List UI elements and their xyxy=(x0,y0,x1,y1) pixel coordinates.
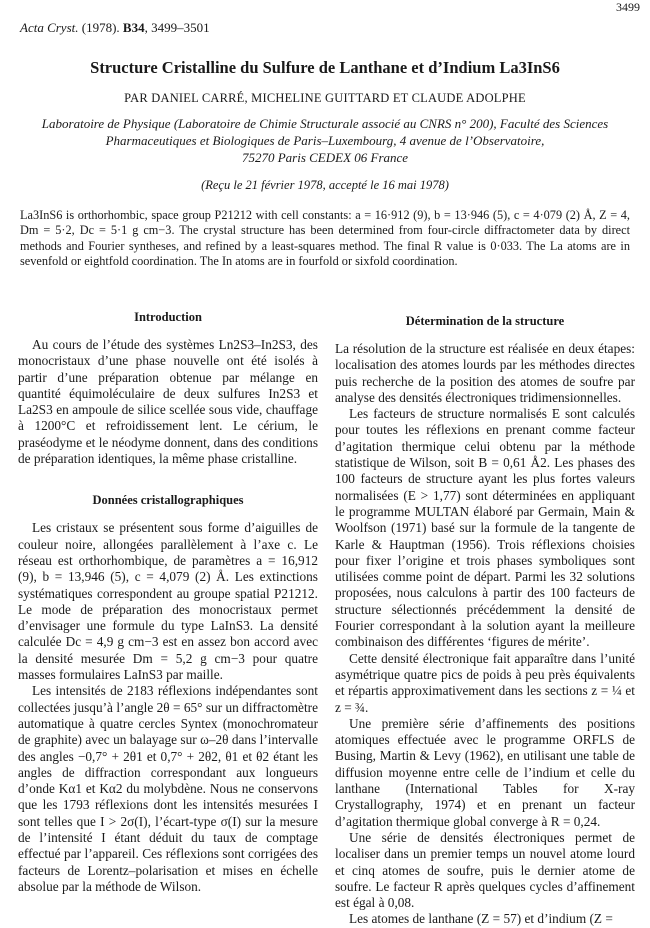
paragraph: Une série de densités électroniques permet de localiser dans un premier temps un nouvel atome lourd et cinq atomes de soufre, puis le dernier atome de soufre. Le facteur R après quelques cycles d’affinement est égal à 0,08. xyxy=(335,829,635,911)
journal-citation xyxy=(20,20,210,36)
abstract: La3InS6 is orthorhombic, space group P21212 with cell constants: a = 16·912 (9), b = 13·946 (5), c = 4·079 (2) Å, Z = 4, Dm = 5·2, Dc = 5·1 g cm−3. The crystal structure has been determined from four-circle diffractometer data by direct methods and Fourier syntheses, and refined by a least-squares method. The final R value is 0·033. The La atoms are in sevenfold or eightfold coordination. The In atoms are in fourfold or sixfold coordination. xyxy=(20,208,630,268)
right-column xyxy=(335,314,635,928)
received-date: (Reçu le 21 février 1978, accepté le 16 mai 1978) xyxy=(201,178,449,192)
affiliation xyxy=(22,115,628,166)
section-gap xyxy=(18,467,318,493)
paragraph: Les intensités de 2183 réflexions indépendantes sont collectées jusqu’à l’angle 2θ = 65° sur un diffractomètre automatique à quatre cercles Syntex (monochromateur de graphite) avec un balayage sur ω–2θ dans l’intervalle des angles −0,7° + 2θ1 et 0,7° + 2θ2, θ1 et θ2 étant les angles de diffraction correspondant aux longueurs d’onde Kα1 et Kα2 du molybdène. Nous ne conservons que les 1793 réflexions dont les intensités mesurées I sont telles que I > 2σ(I), l’écart-type σ(I) sur la mesure de l’intensité I étant déduit du taux de comptage effectué par l’appareil. Ces réflexions sont corrigées des facteurs de Lorentz–polarisation et mises en échelle absolue par la méthode de Wilson. xyxy=(18,683,318,894)
section-heading-introduction: Introduction xyxy=(134,310,202,324)
paper-title: Structure Cristalline du Sulfure de Lanthane et d’Indium La3InS6 xyxy=(90,58,560,77)
page-number: 3499 xyxy=(616,0,640,14)
left-column xyxy=(18,310,318,895)
affiliation-line: Laboratoire de Physique (Laboratoire de Chimie Structurale associé au CNRS n° 200), Faculté des Sciences xyxy=(41,116,609,131)
paragraph: Les facteurs de structure normalisés E sont calculés pour toutes les réflexions en prenant comme facteur d’agitation thermique celui obtenu par la méthode statistique de Wilson, soit B = 0,61 Å2. Les phases des 100 facteurs de structure ayant les plus fortes valeurs normalisées (E > 1,77) sont déterminées en appliquant le programme MULTAN élaboré par Germain, Main & Woolfson (1971) basé sur la formule de la tangente de Karle & Hauptman (1956). Trois réflexions choisies pour fixer l’origine et trois phases symboliques sont utilisées comme point de départ. Parmi les 32 solutions proposées, nous calculons à partir des 100 facteurs de structure sélectionnés précédemment la densité de Fourier correspondant à la solution ayant la meilleure combinaison des différentes ‘figures de mérite’. xyxy=(335,406,635,650)
affiliation-line: Pharmaceutiques et Biologiques de Paris–Luxembourg, 4 avenue de l’Observatoire, xyxy=(105,133,545,148)
paragraph: Les atomes de lanthane (Z = 57) et d’indium (Z = xyxy=(349,911,613,927)
paragraph: Les cristaux se présentent sous forme d’aiguilles de couleur noire, allongées parallèlement à l’axe c. Le réseau est orthorhombique, de paramètres a = 16,912 (9), b = 13,946 (5), c = 4,079 (2) Å. Les extinctions systématiques correspondent au groupe spatial P21212. Le mode de préparation des monocristaux permet d’envisager une formule du type LaInS3. La densité calculée Dc = 4,9 g cm−3 est en assez bon accord avec la densité mesurée Dm = 5,2 g cm−3 pour quatre masses formulaires LaInS3 par maille. xyxy=(18,520,318,683)
journal-name: Acta Cryst. xyxy=(20,20,79,35)
journal-year: (1978). xyxy=(81,20,120,35)
paragraph: Cette densité électronique fait apparaître dans l’unité asymétrique quatre pics de poids à peu près équivalents et répartis approximativement dans les sections z = ¼ et z = ¾. xyxy=(335,650,635,715)
paper-authors: PAR DANIEL CARRÉ, MICHELINE GUITTARD ET CLAUDE ADOLPHE xyxy=(124,91,526,105)
paragraph: Au cours de l’étude des systèmes Ln2S3–In2S3, des monocristaux d’une phase nouvelle ont été isolés à partir d’une préparation obtenue par mélange en quantité équimoléculaire de deux sulfures In2S3 et La2S3 en ampoule de silice scellée sous vide, chauffage à 1200°C et refroidissement lent. Le cérium, le praséodyme et le néodyme donnent, dans des conditions de préparation identiques, la même phase cristalline. xyxy=(18,337,318,467)
section-heading-determination: Détermination de la structure xyxy=(405,314,565,328)
affiliation-line: 75270 Paris CEDEX 06 France xyxy=(241,150,409,165)
section-heading-donnees: Données cristallographiques xyxy=(92,493,244,508)
paragraph: La résolution de la structure est réalisée en deux étapes: localisation des atomes lourds par les méthodes directes puis recherche de la position des atomes de soufre par analyse des densités électroniques tridimensionnelles. xyxy=(335,341,635,405)
journal-volume: B34 xyxy=(122,20,145,35)
journal-pages: , 3499–3501 xyxy=(144,20,210,35)
paragraph: Une première série d’affinements des positions atomiques effectuée avec le programme ORFLS de Busing, Martin & Levy (1962), en utilisant une table de diffusion moyenne entre celle de l’indium et celle du lanthane (International Tables for X-ray Crystallography, 1974) et en prenant un facteur d’agitation thermique global converge à R = 0,24. xyxy=(335,715,635,829)
